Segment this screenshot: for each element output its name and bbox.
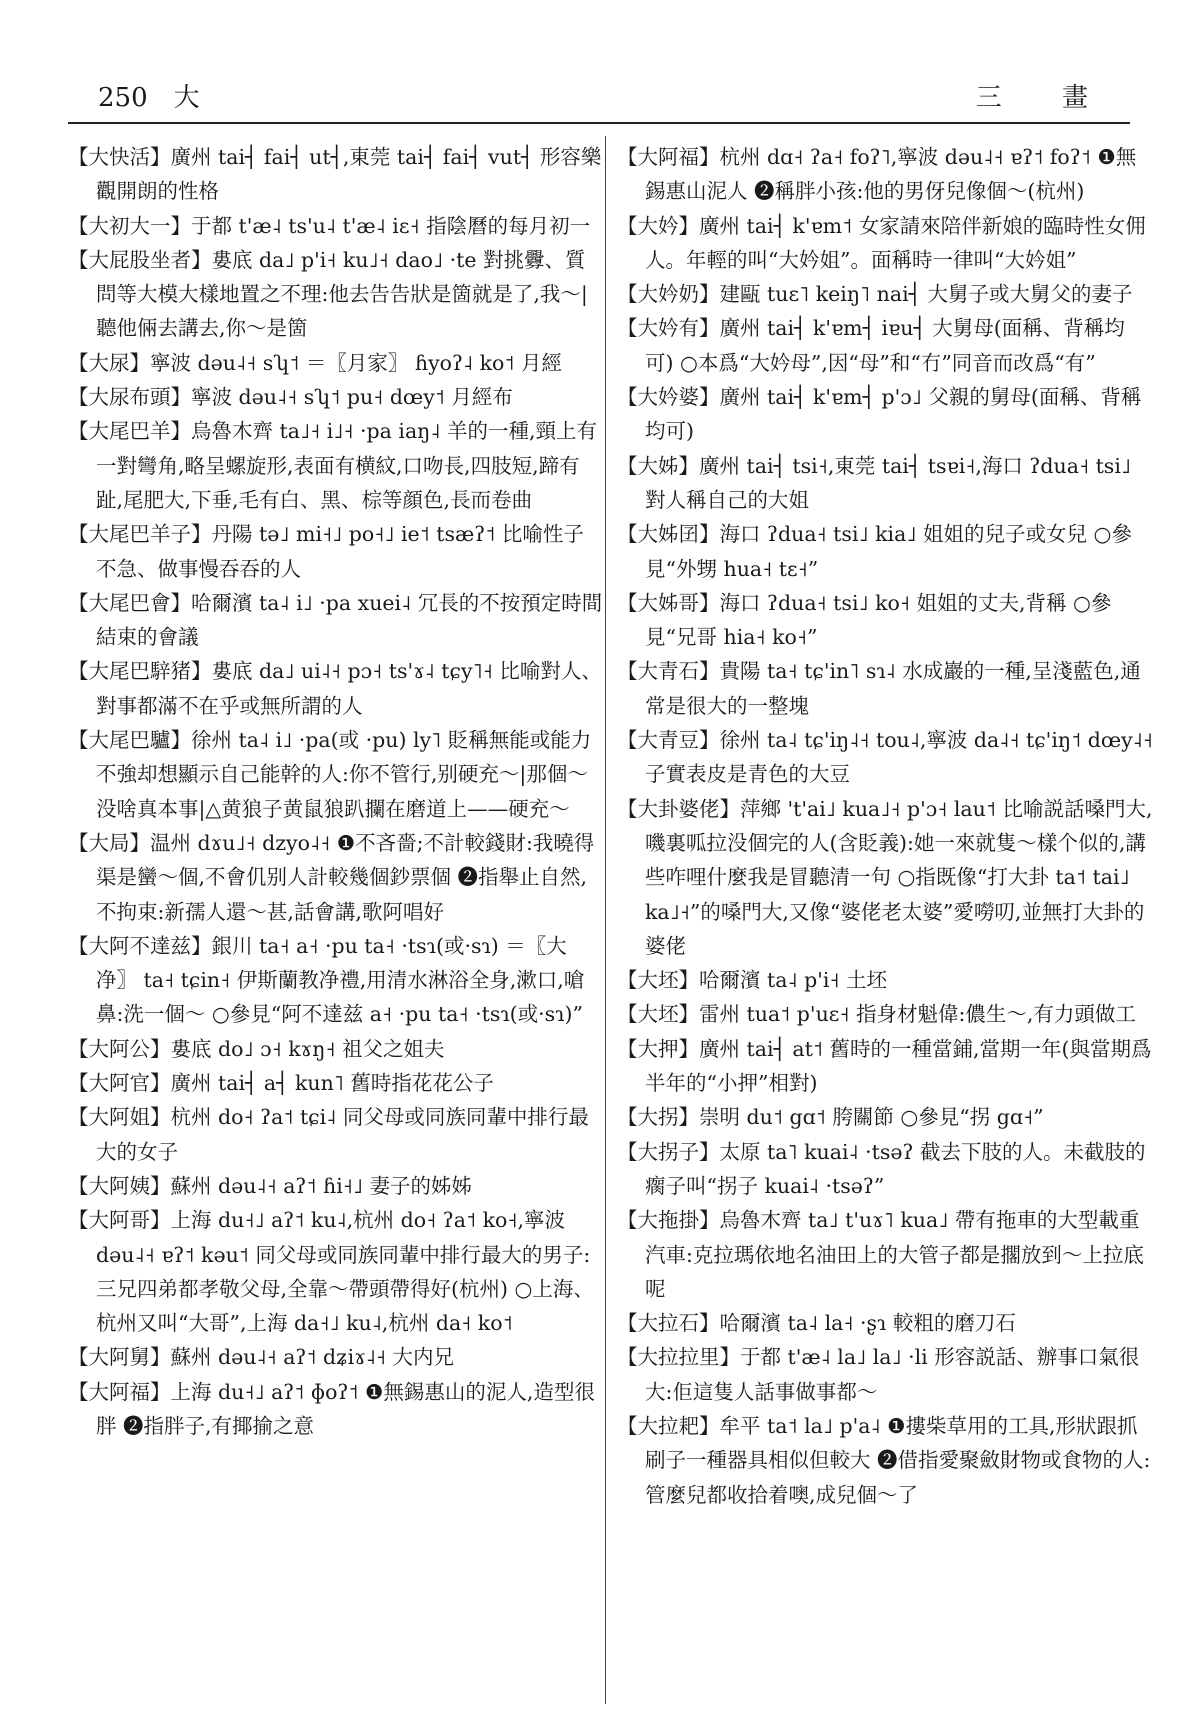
dictionary-entry: 【大拉耙】牟平 ta˦ la˩ p'a˨ ❶摟柴草用的工具,形狀跟抓刷子一種器具相似但較大 ❷借指愛聚斂財物或食物的人:管麼兒都收拾着噢,成兒個～了 [617, 1413, 1151, 1507]
header-rule [68, 122, 1130, 124]
dictionary-entry: 【大局】温州 dɤu˩˧ dzyo˨˧ ❶不吝嗇;不計較錢財:我曉得渠是蠻～個,不會仉别人計較幾個鈔票個 ❷指舉止自然,不拘束:新孺人還～甚,話會講,歌阿唱好 [68, 830, 595, 924]
dictionary-entry: 【大坯】雷州 tua˦ p'uɛ˧ 指身材魁偉:儂生～,有力頭做工 [617, 1002, 1136, 1027]
dictionary-entry: 【大阿姐】杭州 do˧ ʔa˦ tɕi˨ 同父母或同族同輩中排行最大的女子 [68, 1105, 589, 1164]
dictionary-entry: 【大姊哥】海口 ʔdua˧ tsi˩ ko˧ 姐姐的丈夫,背稱 ○參見“兄哥 hia˧ ko˧” [617, 590, 1112, 650]
dictionary-entry: 【大青豆】徐州 ta˨ tɕ'iŋ˨˧ tou˨,寧波 da˨˧ tɕ'iŋ˦ dœy˨˧ 子實表皮是青色的大豆 [617, 728, 1153, 787]
left-column [68, 140, 604, 1443]
dictionary-entry: 【大屁股坐者】婁底 da˩ p'i˧ ku˩˧ dao˩ ·te 對挑釁、質問等大模大樣地置之不理:他去告告狀是箇就是了,我～|聽他倆去講去,你～是箇 [68, 247, 588, 341]
dictionary-entry: 【大拖掛】烏魯木齊 ta˩ t'uɤ˥ kua˩ 帶有拖車的大型載重汽車:克拉瑪依地名油田上的大管子都是擱放到～上拉底呢 [617, 1208, 1144, 1301]
dictionary-entry: 【大阿福】杭州 dɑ˧ ʔa˧ foʔ˥,寧波 dəu˨˧ ɐʔ˦ foʔ˦ ❶無錫惠山泥人 ❷稱胖小孩:他的男伢兒像個～(杭州) [617, 145, 1137, 204]
dictionary-entry: 【大尾巴會】哈爾濱 ta˨ i˩ ·pa xuei˨ 冗長的不按預定時間結束的會議 [68, 590, 603, 650]
dictionary-entry: 【大妗婆】廣州 tai┤ k'ɐm┤ p'ɔ˩ 父親的舅母(面稱、背稱均可) [617, 385, 1142, 444]
page-number: 250 [98, 83, 148, 113]
header-left [98, 78, 200, 118]
dictionary-entry: 【大尾巴驢】徐州 ta˨ i˩ ·pa(或 ·pu) ly˥ 貶稱無能或能力不強却想顯示自己能幹的人:你不管行,别硬充～|那個～没啥真本事|△黄狼子黄鼠狼趴攔在磨道上——硬充～ [68, 728, 592, 821]
dictionary-entry: 【大阿舅】蘇州 dəu˨˧ aʔ˦ dʑiɤ˨˧ 大内兄 [68, 1345, 455, 1370]
dictionary-entry: 【大阿不達兹】銀川 ta˧ a˧ ·pu ta˧ ·tsɿ(或·sɿ) ＝〖大净〗 ta˧ tɕin˧ 伊斯蘭教净禮,用清水淋浴全身,漱口,嗆鼻:洗一個～ ○參見“阿不達兹 a˧ ·pu ta˧ ·tsɿ(或·sɿ)” [68, 933, 585, 1027]
dictionary-entry: 【大阿官】廣州 tai┤ a┤ kun˥ 舊時指花花公子 [68, 1071, 494, 1096]
dictionary-entry: 【大初大一】于都 t'æ˨ ts'u˨ t'æ˨ iɛ˧ 指陰曆的每月初一 [68, 213, 591, 238]
dictionary-entry: 【大阿哥】上海 du˧˩ aʔ˦ ku˨,杭州 do˧ ʔa˦ ko˧,寧波 dəu˨˧ ɐʔ˦ kəu˦ 同父母或同族同輩中排行最大的男子:三兄四弟都孝敬父母,全靠～帶頭帶得好(杭州) ○上海、杭州又叫“大哥”,上海 da˧˩ ku˨,杭州 da˧ ko˦ [68, 1208, 594, 1336]
dictionary-entry: 【大尾巴騂猪】婁底 da˩ ui˨˧ pɔ˧ ts'ɤ˨ tɕy˥˧ 比喻對人、對事都滿不在乎或無所謂的人 [68, 659, 602, 718]
dictionary-entry: 【大青石】貴陽 ta˧ tɕ'in˥ sɿ˨ 水成巖的一種,呈淺藍色,通常是很大的一整塊 [617, 659, 1141, 718]
dictionary-entry: 【大拉石】哈爾濱 ta˨ la˧ ·ʂɿ 較粗的磨刀石 [617, 1311, 1016, 1336]
dictionary-entry: 【大尿布頭】寧波 dəu˨˧ sʮ˦ pu˧ dœy˦ 月經布 [68, 385, 513, 410]
column-divider [605, 136, 606, 1704]
dictionary-entry: 【大押】廣州 tai┤ at˦ 舊時的一種當鋪,當期一年(與當期爲半年的“小押”相對) [617, 1036, 1152, 1096]
dictionary-entry: 【大妗】廣州 tai┤ k'ɐm˦ 女家請來陪伴新娘的臨時性女佣人。年輕的叫“大妗姐”。面稱時一律叫“大妗姐” [617, 213, 1146, 272]
dictionary-entry: 【大尿】寧波 dəu˨˧ sʮ˦ ＝〖月家〗 ɦyoʔ˨ ko˦ 月經 [68, 350, 563, 375]
dictionary-entry: 【大坯】哈爾濱 ta˨ p'i˧ 土坯 [617, 968, 888, 993]
dictionary-entry: 【大拉拉里】于都 t'æ˨ la˩ la˩ ·li 形容説話、辦事口氣很大:佢這隻人話事做事都～ [617, 1345, 1140, 1404]
dictionary-entry: 【大阿公】婁底 do˩ ɔ˧ kɤŋ˧ 祖父之姐夫 [68, 1036, 445, 1061]
dictionary-entry: 【大妗奶】建甌 tuɛ˥ keiŋ˥ nai┤ 大舅子或大舅父的妻子 [617, 282, 1133, 307]
dictionary-entry: 【大尾巴羊】烏魯木齊 ta˩˧ i˩˧ ·pa iaŋ˨ 羊的一種,頸上有一對彎角,略呈螺旋形,表面有横紋,口吻長,四肢短,蹄有趾,尾肥大,下垂,毛有白、黑、棕等顔色,長而卷曲 [68, 419, 598, 512]
dictionary-entry: 【大姊】廣州 tai┤ tsi˧,東莞 tai┤ tsɐi˧,海口 ʔdua˧ tsi˩ 對人稱自己的大姐 [617, 453, 1131, 512]
dictionary-entry: 【大阿姨】蘇州 dəu˨˧ aʔ˦ ɦi˧˩ 妻子的姊姊 [68, 1173, 473, 1198]
dictionary-entry: 【大阿福】上海 du˧˩ aʔ˦ ɸoʔ˦ ❶無錫惠山的泥人,造型很胖 ❷指胖子,有揶揄之意 [68, 1379, 595, 1438]
dictionary-entry: 【大卦婆佬】萍鄉 't'ai˩ kua˩˧ p'ɔ˧ lau˦ 比喻説話嗓門大,嘰裏呱拉没個完的人(含貶義):她一來就隻～樣个似的,講些咋哩什麼我是冒聽清一句 ○指既像“打大卦 ta˦ tai˩ ka˩˧”的嗓門大,又像“婆佬老太婆”愛嘮叨,並無打大卦的婆佬 [617, 796, 1153, 958]
right-column [617, 140, 1153, 1512]
page-header [68, 78, 1130, 118]
dictionary-entry: 【大尾巴羊子】丹陽 tə˩ mi˧˩ po˧˩ ie˦ tsæʔ˦ 比喻性子不急、做事慢吞吞的人 [68, 522, 584, 581]
dictionary-entry: 【大拐子】太原 ta˥ kuai˨ ·tsəʔ 截去下肢的人。未截肢的瘸子叫“拐子 kuai˨ ·tsəʔ” [617, 1139, 1146, 1198]
dictionary-entry: 【大姊囝】海口 ʔdua˧ tsi˩ kia˩ 姐姐的兒子或女兒 ○參見“外甥 hua˧ tɛ˧” [617, 522, 1132, 581]
dictionary-entry: 【大妗有】廣州 tai┤ k'ɐm┤ iɐu┤ 大舅母(面稱、背稱均可) ○本爲“大妗母”,因“母”和“冇”同音而改爲“有” [617, 316, 1125, 375]
radical-label: 大 [173, 83, 200, 113]
dictionary-entry: 【大快活】廣州 tai┤ fai┤ ut┤,東莞 tai┤ fai┤ vut┤ 形容樂觀開朗的性格 [68, 145, 602, 204]
stroke-section-label: 三 畫 [975, 83, 1114, 113]
dictionary-entry: 【大拐】崇明 du˦ gɑ˦ 胯關節 ○參見“拐 gɑ˧” [617, 1105, 1044, 1130]
